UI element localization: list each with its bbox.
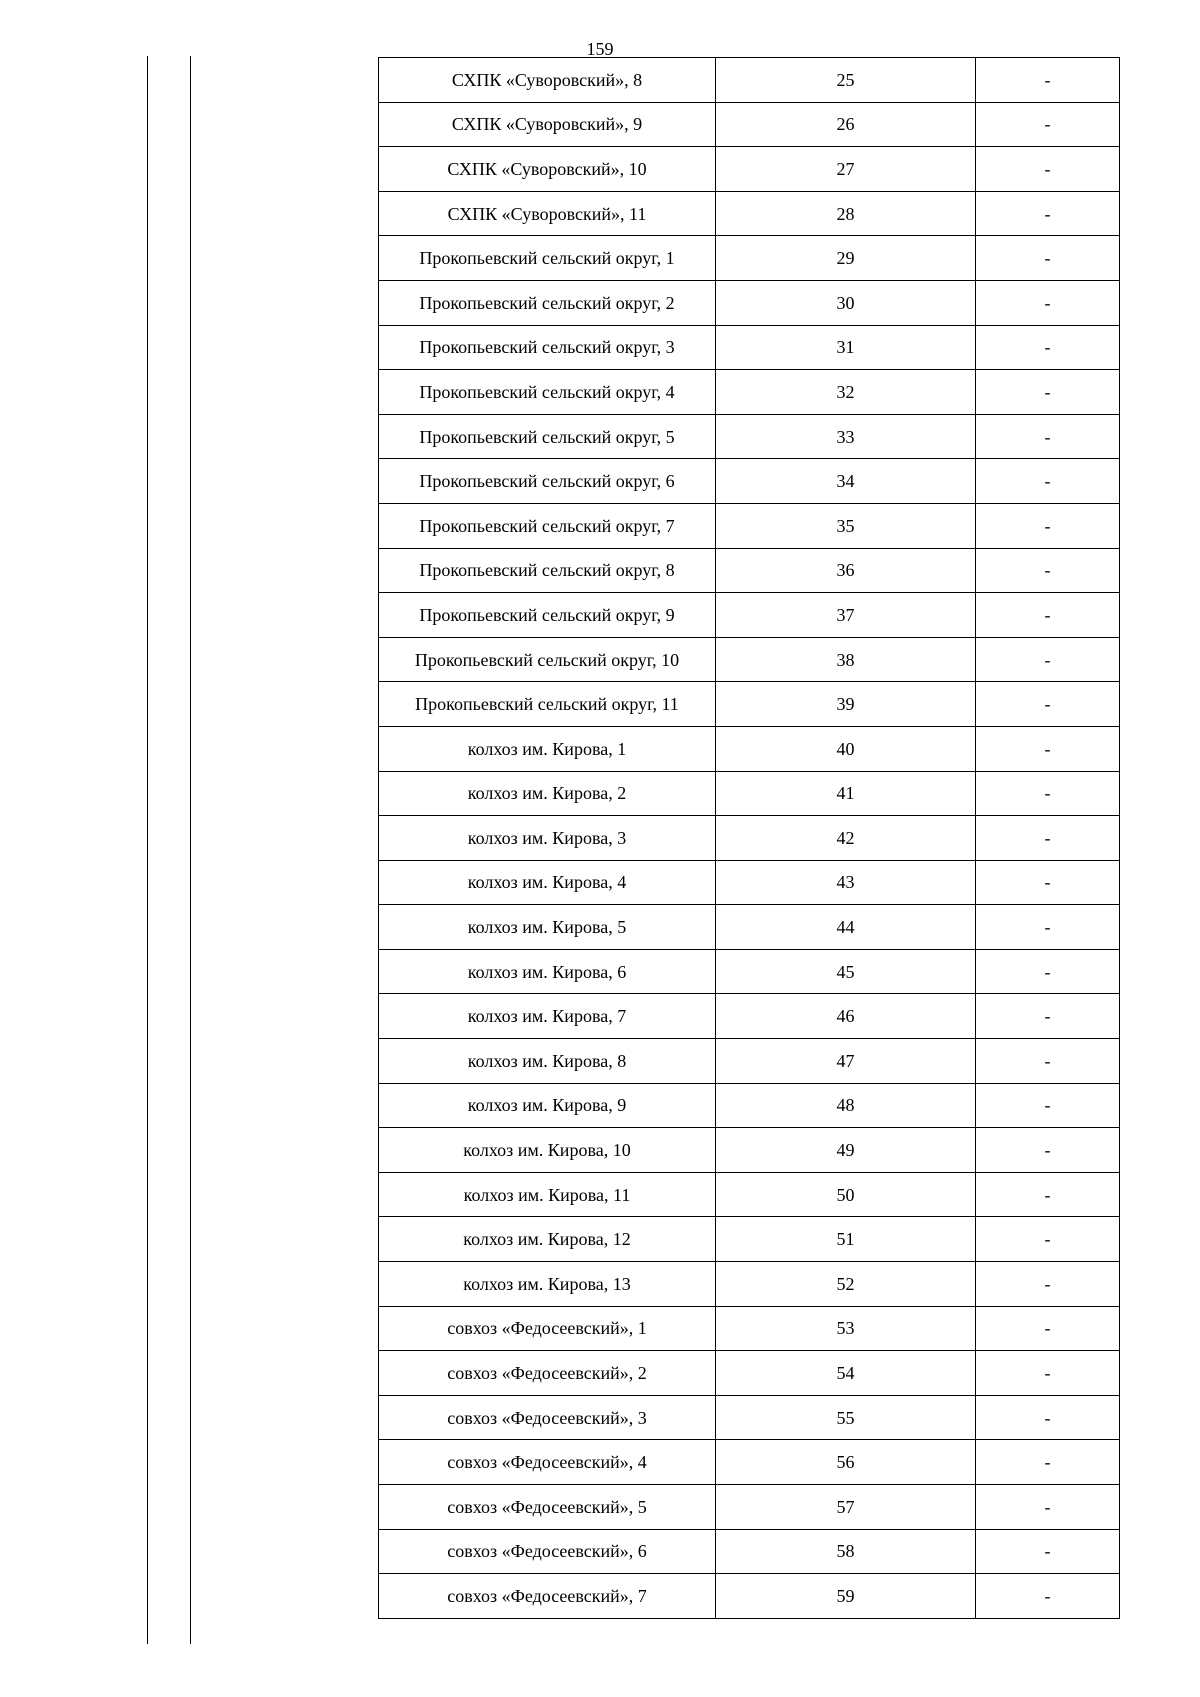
cell-name: колхоз им. Кирова, 12	[379, 1217, 716, 1262]
cell-value: -	[976, 637, 1120, 682]
cell-name: колхоз им. Кирова, 8	[379, 1039, 716, 1084]
cell-value: -	[976, 860, 1120, 905]
cell-value: -	[976, 1306, 1120, 1351]
table-row	[379, 682, 1120, 727]
cell-number: 33	[716, 414, 976, 459]
cell-number: 55	[716, 1395, 976, 1440]
cell-number: 26	[716, 102, 976, 147]
cell-value: -	[976, 1529, 1120, 1574]
cell-number: 31	[716, 325, 976, 370]
cell-value: -	[976, 1172, 1120, 1217]
cell-value: -	[976, 1485, 1120, 1530]
table-row	[379, 593, 1120, 638]
cell-number: 58	[716, 1529, 976, 1574]
table-row	[379, 325, 1120, 370]
table-row	[379, 1217, 1120, 1262]
cell-value: -	[976, 1083, 1120, 1128]
cell-name: Прокопьевский сельский округ, 7	[379, 503, 716, 548]
cell-value: -	[976, 994, 1120, 1039]
table-row	[379, 236, 1120, 281]
cell-name: колхоз им. Кирова, 3	[379, 816, 716, 861]
cell-number: 54	[716, 1351, 976, 1396]
cell-value: -	[976, 236, 1120, 281]
cell-name: Прокопьевский сельский округ, 11	[379, 682, 716, 727]
cell-name: совхоз «Федосеевский», 7	[379, 1574, 716, 1619]
table-row	[379, 1172, 1120, 1217]
left-column-line	[190, 56, 191, 1644]
table-row	[379, 1395, 1120, 1440]
table-row	[379, 1128, 1120, 1173]
cell-number: 35	[716, 503, 976, 548]
cell-number: 57	[716, 1485, 976, 1530]
table-row	[379, 147, 1120, 192]
cell-number: 25	[716, 58, 976, 103]
cell-number: 45	[716, 949, 976, 994]
cell-name: колхоз им. Кирова, 4	[379, 860, 716, 905]
cell-number: 38	[716, 637, 976, 682]
cell-value: -	[976, 905, 1120, 950]
cell-name: совхоз «Федосеевский», 2	[379, 1351, 716, 1396]
cell-name: колхоз им. Кирова, 6	[379, 949, 716, 994]
cell-name: колхоз им. Кирова, 13	[379, 1262, 716, 1307]
cell-value: -	[976, 414, 1120, 459]
cell-name: Прокопьевский сельский округ, 4	[379, 370, 716, 415]
table-row	[379, 994, 1120, 1039]
cell-name: колхоз им. Кирова, 7	[379, 994, 716, 1039]
cell-name: совхоз «Федосеевский», 1	[379, 1306, 716, 1351]
cell-number: 50	[716, 1172, 976, 1217]
table-row	[379, 726, 1120, 771]
table-row	[379, 1306, 1120, 1351]
page-number: 159	[586, 39, 614, 59]
cell-value: -	[976, 459, 1120, 504]
cell-name: Прокопьевский сельский округ, 3	[379, 325, 716, 370]
cell-value: -	[976, 503, 1120, 548]
cell-name: совхоз «Федосеевский», 6	[379, 1529, 716, 1574]
table-row	[379, 1574, 1120, 1619]
cell-number: 43	[716, 860, 976, 905]
cell-value: -	[976, 593, 1120, 638]
table-row	[379, 58, 1120, 103]
cell-value: -	[976, 325, 1120, 370]
cell-name: колхоз им. Кирова, 9	[379, 1083, 716, 1128]
cell-number: 44	[716, 905, 976, 950]
table-row	[379, 102, 1120, 147]
table-row	[379, 1083, 1120, 1128]
table-row	[379, 1529, 1120, 1574]
cell-number: 29	[716, 236, 976, 281]
cell-name: Прокопьевский сельский округ, 2	[379, 280, 716, 325]
cell-name: колхоз им. Кирова, 10	[379, 1128, 716, 1173]
table-row	[379, 1440, 1120, 1485]
cell-name: Прокопьевский сельский округ, 1	[379, 236, 716, 281]
cell-value: -	[976, 1395, 1120, 1440]
cell-number: 27	[716, 147, 976, 192]
cell-number: 48	[716, 1083, 976, 1128]
cell-value: -	[976, 682, 1120, 727]
table-row	[379, 905, 1120, 950]
cell-value: -	[976, 1039, 1120, 1084]
cell-value: -	[976, 102, 1120, 147]
cell-number: 41	[716, 771, 976, 816]
table-row	[379, 280, 1120, 325]
cell-number: 51	[716, 1217, 976, 1262]
table-row	[379, 860, 1120, 905]
table-body	[379, 58, 1120, 1619]
cell-number: 52	[716, 1262, 976, 1307]
cell-number: 37	[716, 593, 976, 638]
table-row	[379, 503, 1120, 548]
left-margin-line	[147, 56, 148, 1644]
cell-value: -	[976, 1262, 1120, 1307]
table-row	[379, 949, 1120, 994]
cell-value: -	[976, 370, 1120, 415]
cell-name: СХПК «Суворовский», 11	[379, 191, 716, 236]
cell-name: Прокопьевский сельский округ, 6	[379, 459, 716, 504]
cell-name: СХПК «Суворовский», 10	[379, 147, 716, 192]
cell-value: -	[976, 147, 1120, 192]
cell-name: колхоз им. Кирова, 2	[379, 771, 716, 816]
table-row	[379, 459, 1120, 504]
cell-number: 56	[716, 1440, 976, 1485]
cell-name: совхоз «Федосеевский», 3	[379, 1395, 716, 1440]
cell-name: колхоз им. Кирова, 5	[379, 905, 716, 950]
data-table	[378, 57, 1120, 1619]
cell-name: Прокопьевский сельский округ, 10	[379, 637, 716, 682]
cell-name: Прокопьевский сельский округ, 9	[379, 593, 716, 638]
table-row	[379, 1485, 1120, 1530]
cell-value: -	[976, 1440, 1120, 1485]
cell-number: 39	[716, 682, 976, 727]
cell-number: 42	[716, 816, 976, 861]
cell-value: -	[976, 949, 1120, 994]
cell-name: колхоз им. Кирова, 1	[379, 726, 716, 771]
cell-number: 47	[716, 1039, 976, 1084]
cell-value: -	[976, 280, 1120, 325]
cell-value: -	[976, 1128, 1120, 1173]
cell-number: 36	[716, 548, 976, 593]
cell-value: -	[976, 58, 1120, 103]
cell-value: -	[976, 1351, 1120, 1396]
cell-name: Прокопьевский сельский округ, 5	[379, 414, 716, 459]
cell-number: 28	[716, 191, 976, 236]
cell-name: совхоз «Федосеевский», 5	[379, 1485, 716, 1530]
cell-name: Прокопьевский сельский округ, 8	[379, 548, 716, 593]
cell-value: -	[976, 726, 1120, 771]
table-row	[379, 637, 1120, 682]
table-row	[379, 414, 1120, 459]
cell-name: СХПК «Суворовский», 8	[379, 58, 716, 103]
table-row	[379, 1039, 1120, 1084]
cell-number: 53	[716, 1306, 976, 1351]
table-row	[379, 370, 1120, 415]
table-row	[379, 191, 1120, 236]
table-row	[379, 1351, 1120, 1396]
cell-value: -	[976, 771, 1120, 816]
cell-value: -	[976, 1574, 1120, 1619]
table-row	[379, 771, 1120, 816]
cell-number: 30	[716, 280, 976, 325]
cell-value: -	[976, 191, 1120, 236]
cell-number: 34	[716, 459, 976, 504]
cell-number: 49	[716, 1128, 976, 1173]
cell-number: 40	[716, 726, 976, 771]
cell-number: 46	[716, 994, 976, 1039]
table-row	[379, 816, 1120, 861]
cell-name: колхоз им. Кирова, 11	[379, 1172, 716, 1217]
cell-name: совхоз «Федосеевский», 4	[379, 1440, 716, 1485]
cell-value: -	[976, 1217, 1120, 1262]
table-row	[379, 1262, 1120, 1307]
cell-number: 32	[716, 370, 976, 415]
cell-value: -	[976, 816, 1120, 861]
cell-value: -	[976, 548, 1120, 593]
table-row	[379, 548, 1120, 593]
cell-number: 59	[716, 1574, 976, 1619]
cell-name: СХПК «Суворовский», 9	[379, 102, 716, 147]
